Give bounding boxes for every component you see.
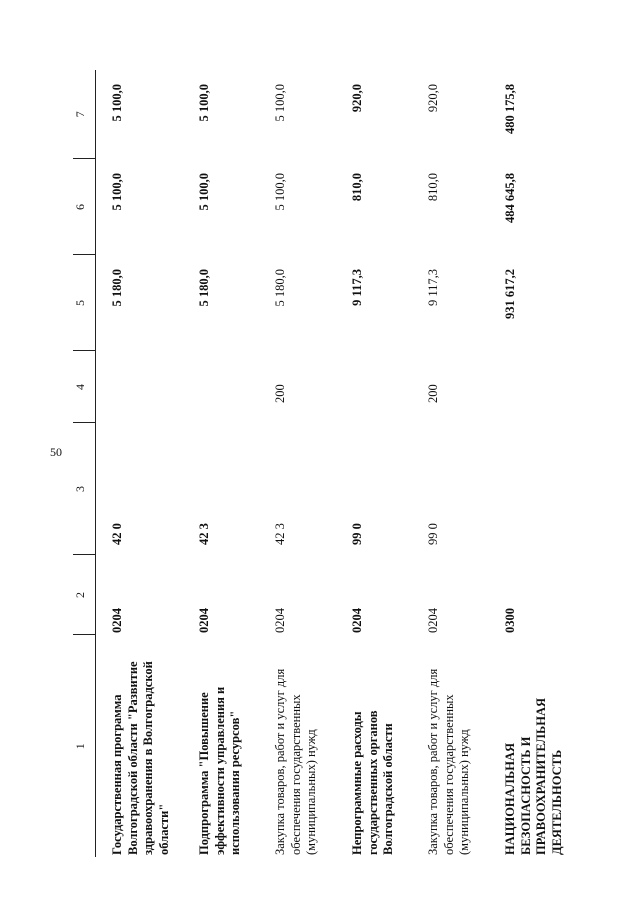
header-col-2: 2 bbox=[73, 555, 96, 635]
row-section: 0204 bbox=[426, 608, 440, 633]
row-name: Подпрограмма "Повышение эффективности управления и использования ресурсов" bbox=[197, 686, 243, 855]
row-type: 200 bbox=[273, 384, 287, 403]
row-name: Закупка товаров, работ и услуг для обеспечения государственных (муниципальных) нужд bbox=[426, 668, 472, 855]
header-col-7: 7 bbox=[73, 70, 96, 159]
header-col-3: 3 bbox=[73, 423, 96, 555]
row-section: 0204 bbox=[197, 608, 211, 633]
table-row bbox=[269, 70, 346, 857]
row-value-5: 931 617,2 bbox=[503, 269, 517, 319]
row-name: НАЦИОНАЛЬНАЯ БЕЗОПАСНОСТЬ И ПРАВООХРАНИТЕЛЬНАЯ ДЕЯТЕЛЬНОСТЬ bbox=[503, 698, 564, 855]
page-number: 50 bbox=[50, 445, 62, 459]
row-section: 0204 bbox=[273, 608, 287, 633]
row-value-7: 920,0 bbox=[350, 84, 364, 113]
table-row bbox=[193, 70, 269, 857]
row-target: 42 3 bbox=[197, 523, 211, 545]
row-section: 0204 bbox=[110, 608, 124, 633]
row-value-5: 5 180,0 bbox=[197, 269, 211, 307]
row-value-6: 5 100,0 bbox=[110, 173, 124, 211]
row-target bbox=[499, 423, 579, 555]
row-value-7: 480 175,8 bbox=[503, 84, 517, 134]
row-value-6: 810,0 bbox=[350, 173, 364, 202]
row-target: 99 0 bbox=[350, 523, 364, 545]
header-col-4: 4 bbox=[73, 351, 96, 423]
row-value-5: 9 117,3 bbox=[350, 269, 364, 306]
row-section: 0300 bbox=[503, 608, 517, 633]
budget-table bbox=[73, 70, 579, 857]
row-value-7: 5 100,0 bbox=[273, 84, 287, 122]
table-row bbox=[422, 70, 499, 857]
row-value-6: 5 100,0 bbox=[197, 173, 211, 211]
row-type bbox=[96, 351, 194, 423]
row-type bbox=[193, 351, 269, 423]
row-type bbox=[499, 351, 579, 423]
row-value-5: 5 180,0 bbox=[273, 269, 287, 307]
row-type: 200 bbox=[426, 384, 440, 403]
row-name: Закупка товаров, работ и услуг для обеспечения государственных (муниципальных) нужд bbox=[273, 668, 319, 855]
header-col-5: 5 bbox=[73, 255, 96, 351]
row-target: 99 0 bbox=[426, 523, 440, 545]
row-value-5: 5 180,0 bbox=[110, 269, 124, 307]
header-col-1: 1 bbox=[73, 635, 96, 857]
row-target: 42 3 bbox=[273, 523, 287, 545]
row-type bbox=[346, 351, 422, 423]
row-value-7: 5 100,0 bbox=[197, 84, 211, 122]
row-value-7: 5 100,0 bbox=[110, 84, 124, 122]
row-target: 42 0 bbox=[110, 523, 124, 545]
row-section: 0204 bbox=[350, 608, 364, 633]
table-row bbox=[346, 70, 422, 857]
row-value-7: 920,0 bbox=[426, 84, 440, 113]
row-name: Государственная программа Волгоградской области "Развитие здравоохранения в Волгоградской области" bbox=[110, 661, 171, 855]
row-value-6: 810,0 bbox=[426, 173, 440, 202]
table-row bbox=[96, 70, 194, 857]
row-value-5: 9 117,3 bbox=[426, 269, 440, 307]
header-col-6: 6 bbox=[73, 159, 96, 255]
row-value-6: 484 645,8 bbox=[503, 173, 517, 223]
header-row bbox=[73, 70, 96, 857]
row-value-6: 5 100,0 bbox=[273, 173, 287, 211]
table-row bbox=[499, 70, 579, 857]
row-name: Непрограммные расходы государственных органов Волгоградской области bbox=[350, 710, 396, 855]
